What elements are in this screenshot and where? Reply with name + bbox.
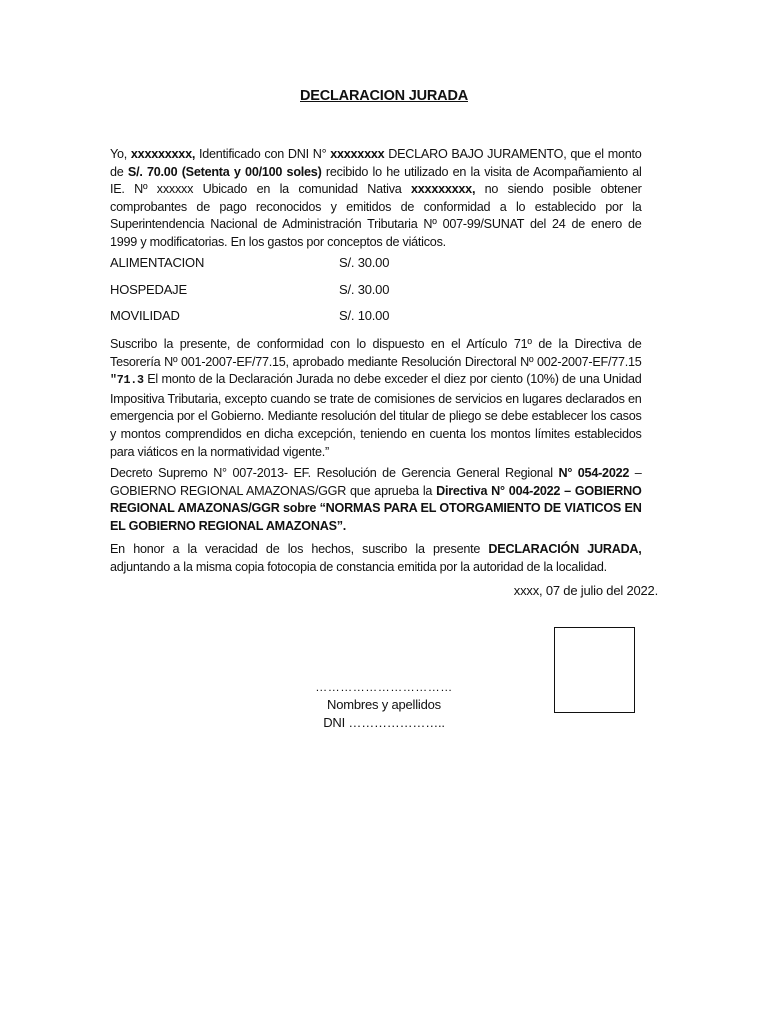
text: Decreto Supremo N° 007-2013- EF. Resolución de Gerencia General Regional	[110, 465, 559, 480]
decree-paragraph	[110, 464, 642, 534]
community-name: xxxxxxxxx,	[411, 181, 476, 197]
expense-amount: S/. 10.00	[339, 308, 390, 323]
expense-name: HOSPEDAJE	[110, 281, 187, 297]
declaration-label: DECLARACIÓN JURADA,	[488, 541, 642, 556]
expense-amount: S/. 30.00	[339, 281, 390, 297]
text: El monto de la Declaración Jurada no debe exceder el diez por ciento (10%) de una Unidad Impositiva Tributaria, excepto cuando se trate de comisiones de servicios en lugares declarados en emergencia por el Gobierno. Mediante resolución del titular de pliego se debe establecer los casos y montos comprendidos en dicha excepción, teniendo en cuenta los montos límites establecidos para viáticos en la normatividad vigente.”	[110, 371, 642, 459]
directive-title: Directiva N° 004-2022 – GOBIERNO REGIONAL AMAZONAS/GGR sobre “NORMAS PARA EL OTORGAMIENTO DE VIATICOS EN EL GOBIERNO REGIONAL AMAZONAS”.	[110, 482, 642, 533]
expense-row	[110, 308, 658, 335]
text: En honor a la veracidad de los hechos, suscribo la presente	[110, 541, 489, 556]
text: – GOBIERNO REGIONAL AMAZONAS/GGR que aprueba la	[110, 465, 642, 498]
text: adjuntando a la misma copia fotocopia de constancia emitida por la autoridad de la localidad.	[110, 558, 607, 574]
expense-name: ALIMENTACION	[110, 255, 205, 270]
dni-label: DNI …………………..	[323, 715, 445, 730]
fingerprint-box	[554, 627, 635, 713]
date-line: xxxx, 07 de julio del 2022.	[513, 583, 658, 598]
name-label: Nombres y apellidos	[327, 697, 441, 712]
text: Identificado con DNI N°	[195, 146, 331, 161]
closing-paragraph	[110, 540, 642, 575]
document-title: DECLARACION JURADA	[300, 88, 468, 104]
expense-name: MOVILIDAD	[110, 308, 180, 323]
dni-number: xxxxxxxx	[330, 146, 385, 161]
expense-amount: S/. 30.00	[339, 255, 390, 270]
text: Yo,	[110, 146, 131, 161]
signature-block	[294, 678, 474, 732]
text: no siendo posible obtener comprobantes de pago reconocidos y emitidos de conformidad a lo establecido por la Superintendencia Nacional de Administración Tributaria Nº 007-99/SUNAT del 24 de enero de 1999 y modificatorias. En los gastos por conceptos de viáticos.	[110, 181, 642, 249]
text: recibido lo he utilizado en la visita de Acompañamiento al IE. Nº xxxxxx Ubicado en la comunidad Nativa	[110, 163, 642, 197]
resolution-number: N° 054-2022	[558, 465, 630, 480]
declarant-name: xxxxxxxxx,	[130, 146, 196, 161]
amount-text: S/. 70.00 (Setenta y 00/100 soles)	[127, 163, 322, 179]
declaration-paragraph	[110, 145, 642, 251]
expense-list	[110, 255, 658, 335]
expense-row	[110, 282, 658, 309]
signature-line: ……………………………	[315, 680, 453, 694]
expense-row	[110, 255, 658, 282]
article-number: "71.3	[110, 373, 144, 388]
text: Suscribo la presente, de conformidad con lo dispuesto en el Artículo 71º de la Directiva de Tesorería Nº 001-2007-EF/77.15, aprobado mediante Resolución Directoral Nº 002-2007-EF/77.15	[110, 336, 642, 369]
legal-basis-paragraph	[110, 335, 642, 460]
text: DECLARO BAJO JURAMENTO, que el monto de	[110, 146, 642, 179]
